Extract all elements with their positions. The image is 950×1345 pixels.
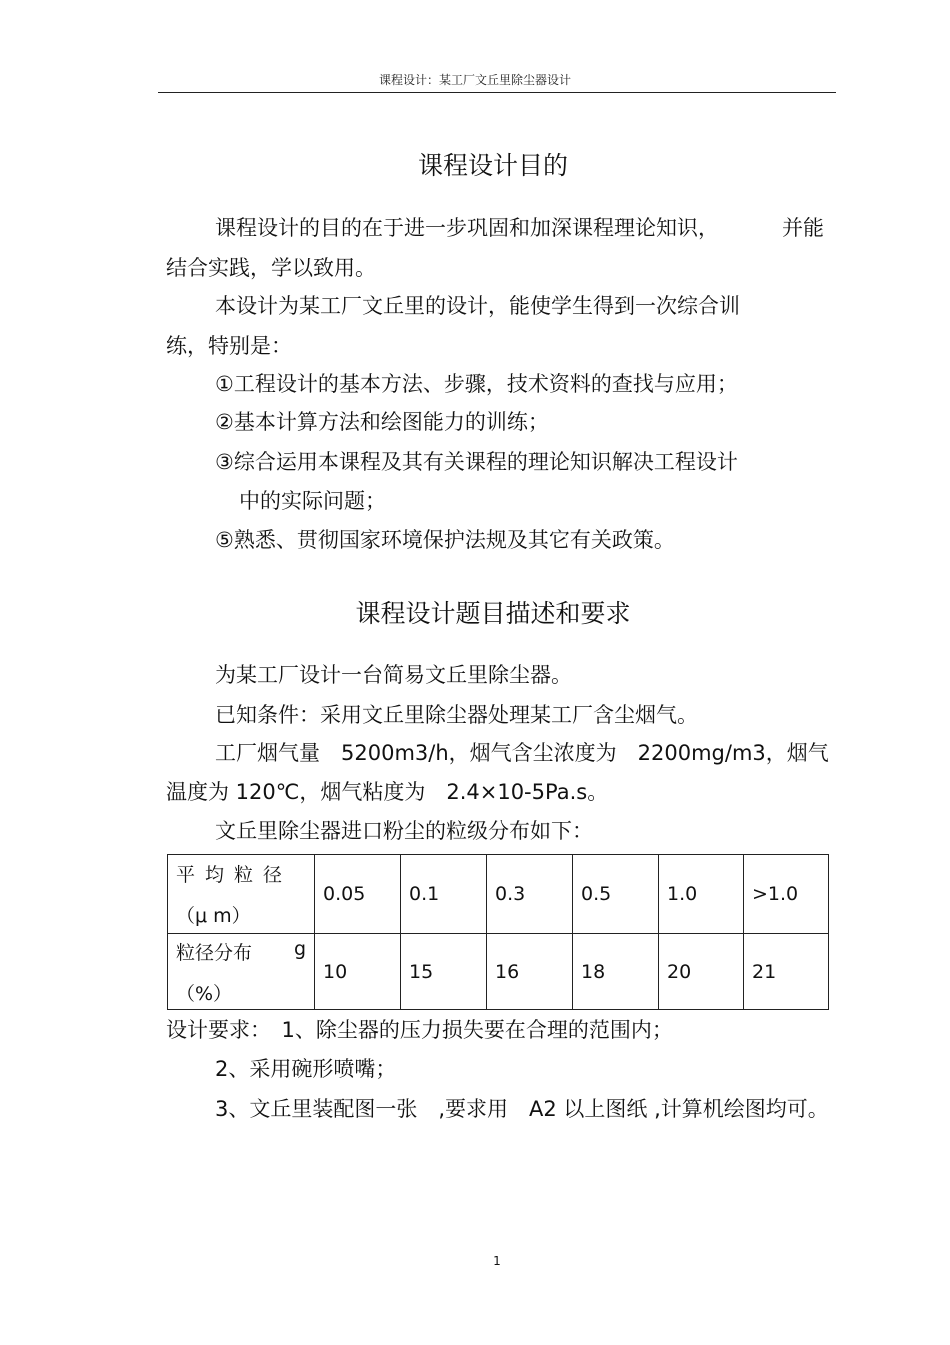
table-cell: 0.05 xyxy=(315,855,401,934)
paragraph-line: 工厂烟气量 5200m3/h，烟气含尘浓度为 2200mg/m3，烟气 xyxy=(215,741,829,765)
table-header-cell xyxy=(168,855,315,934)
page-number: 1 xyxy=(493,1254,501,1268)
row-label-diameter-unit: （μ m） xyxy=(176,905,251,927)
paragraph-line: 并能 xyxy=(782,216,824,240)
requirement-line: 2、采用碗形喷嘴； xyxy=(215,1057,397,1081)
particle-distribution-table xyxy=(167,854,829,1010)
paragraph-line: 温度为 120℃，烟气粘度为 2.4×10-5Pa.s。 xyxy=(166,780,609,804)
list-item: ②基本计算方法和绘图能力的训练； xyxy=(215,410,549,434)
table-header-cell xyxy=(168,934,315,1010)
table-row xyxy=(168,855,829,934)
list-item: ①工程设计的基本方法、步骤，技术资料的查找与应用； xyxy=(215,372,738,396)
table-cell: 1.0 xyxy=(659,855,744,934)
requirement-line: 设计要求： 1、除尘器的压力损失要在合理的范围内； xyxy=(166,1018,673,1042)
section-title-purpose: 课程设计目的 xyxy=(417,151,568,180)
paragraph-line: 课程设计的目的在于进一步巩固和加深课程理论知识， xyxy=(215,216,719,240)
table-cell: 0.3 xyxy=(487,855,573,934)
table-cell: 16 xyxy=(487,934,573,1010)
table-cell: 18 xyxy=(573,934,659,1010)
row-label-g: g xyxy=(293,938,306,960)
section-title-requirements: 课程设计题目描述和要求 xyxy=(355,599,631,628)
requirement-line: 3、文丘里装配图一张 ,要求用 A2 以上图纸 ,计算机绘图均可。 xyxy=(215,1097,829,1121)
paragraph-line: 本设计为某工厂文丘里的设计，能使学生得到一次综合训 xyxy=(215,294,740,318)
table-cell: 0.5 xyxy=(573,855,659,934)
list-item-continuation: 中的实际问题； xyxy=(239,489,386,513)
table-cell: 0.1 xyxy=(401,855,487,934)
paragraph-line: 文丘里除尘器进口粉尘的粒级分布如下： xyxy=(215,819,593,843)
table-cell: >1.0 xyxy=(744,855,829,934)
table-cell: 21 xyxy=(744,934,829,1010)
paragraph-line: 已知条件：采用文丘里除尘器处理某工厂含尘烟气。 xyxy=(215,703,698,727)
list-item: ③综合运用本课程及其有关课程的理论知识解决工程设计 xyxy=(215,450,738,474)
header-rule xyxy=(158,92,836,93)
paragraph-line: 为某工厂设计一台简易文丘里除尘器。 xyxy=(215,663,572,687)
table-cell: 10 xyxy=(315,934,401,1010)
running-header: 课程设计：某工厂文丘里除尘器设计 xyxy=(378,73,571,87)
row-label-distribution: 粒径分布 xyxy=(176,941,253,964)
row-label-diameter: 平均粒径 xyxy=(176,864,293,886)
table-row xyxy=(168,934,829,1010)
table-cell: 15 xyxy=(401,934,487,1010)
table-cell: 20 xyxy=(659,934,744,1010)
paragraph-line: 练，特别是： xyxy=(166,334,292,358)
list-item: ⑤熟悉、贯彻国家环境保护法规及其它有关政策。 xyxy=(215,528,675,552)
row-label-distribution-unit: （%） xyxy=(176,982,233,1005)
paragraph-line: 结合实践，学以致用。 xyxy=(166,256,376,280)
